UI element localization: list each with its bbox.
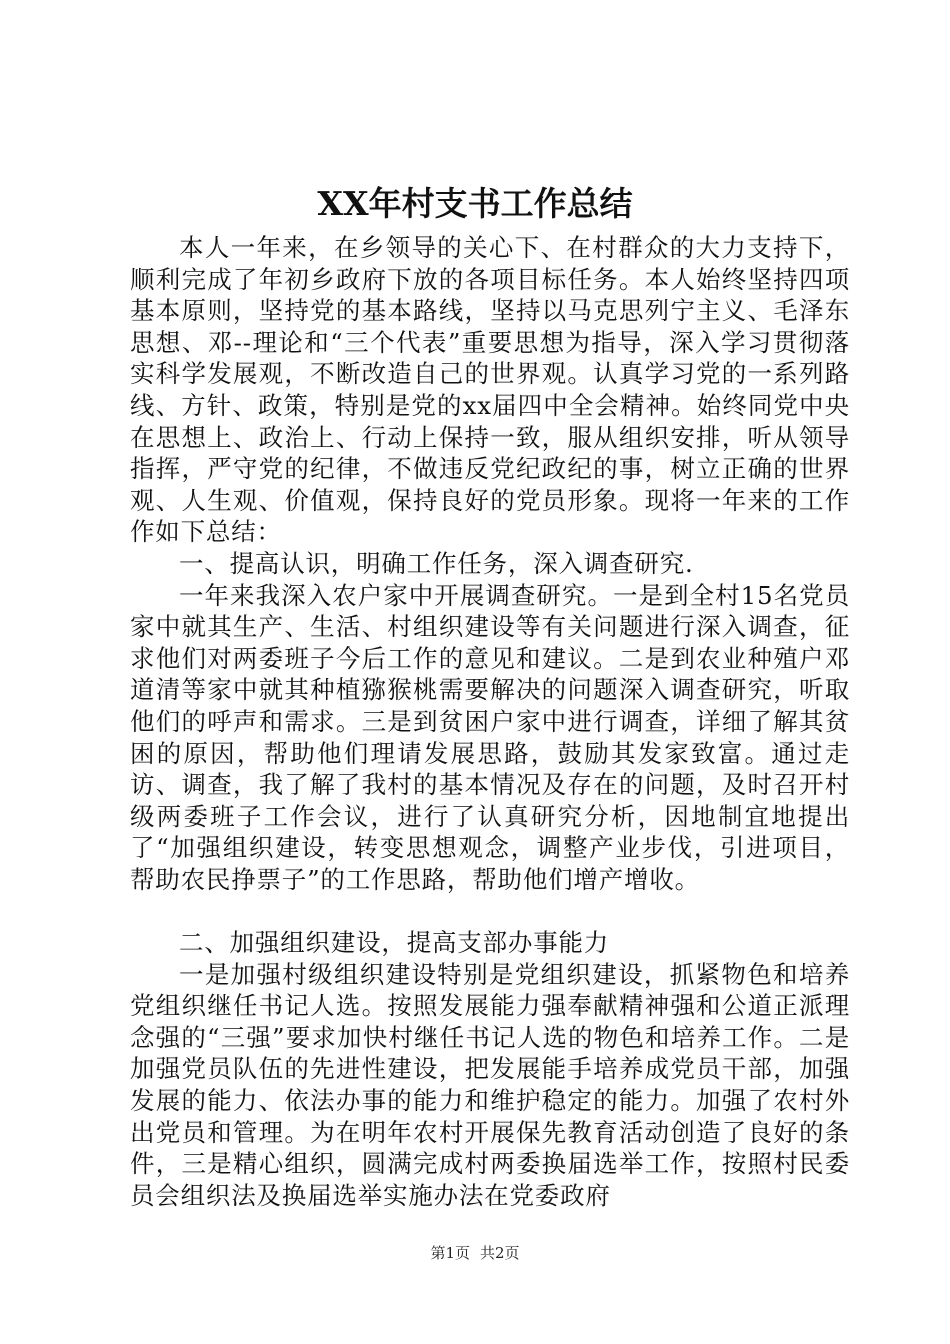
paragraph-spacer <box>130 895 850 927</box>
page-footer <box>0 1243 950 1263</box>
document-body <box>130 232 850 1211</box>
paragraph-section-1: 一年来我深入农户家中开展调查研究。一是到全村15名党员家中就其生产、生活、村组织建设等有关问题进行深入调查，征求他们对两委班子今后工作的意见和建议。二是到农业种殖户邓道清等家中就其种植猕猴桃需要解决的问题深入调查研究，听取他们的呼声和需求。三是到贫困户家中进行调查，详细了解其贫困的原因，帮助他们理请发展思路，鼓励其发家致富。通过走访、调查，我了解了我村的基本情况及存在的问题，及时召开村级两委班子工作会议，进行了认真研究分析，因地制宜地提出了“加强组织建设，转变思想观念，调整产业步伐，引进项目，帮助农民挣票子”的工作思路，帮助他们增产增收。 <box>130 580 851 894</box>
section-heading-1: 一、提高认识，明确工作任务，深入调查研究. <box>179 548 694 578</box>
page-total: 共2页 <box>480 1244 520 1262</box>
document-title: XX年村支书工作总结 <box>317 184 633 223</box>
section-heading-2: 二、加强组织建设，提高支部办事能力 <box>179 928 610 958</box>
paragraph-intro: 本人一年来，在乡领导的关心下、在村群众的大力支持下，顺利完成了年初乡政府下放的各项目标任务。本人始终坚持四项基本原则，坚持党的基本路线，坚持以马克思列宁主义、毛泽东思想、邓--理论和“三个代表”重要思想为指导，深入学习贯彻落实科学发展观，不断改造自己的世界观。认真学习党的一系列路线、方针、政策，特别是党的xx届四中全会精神。始终同党中央在思想上、政治上、行动上保持一致，服从组织安排，听从领导指挥，严守党的纪律，不做违反党纪政纪的事，树立正确的世界观、人生观、价值观，保持良好的党员形象。现将一年来的工作作如下总结： <box>130 233 850 547</box>
paragraph-section-2: 一是加强村级组织建设特别是党组织建设，抓紧物色和培养党组织继任书记人选。按照发展能力强奉献精神强和公道正派理念强的“三强”要求加快村继任书记人选的物色和培养工作。二是加强党员队伍的先进性建设，把发展能手培养成党员干部，加强发展的能力、依法办事的能力和维护稳定的能力。加强了农村外出党员和管理。为在明年农村开展保先教育活动创造了良好的条件，三是精心组织，圆满完成村两委换届选举工作，按照村民委员会组织法及换届选举实施办法在党委政府 <box>130 959 850 1210</box>
page-number: 第1页 <box>430 1244 470 1262</box>
